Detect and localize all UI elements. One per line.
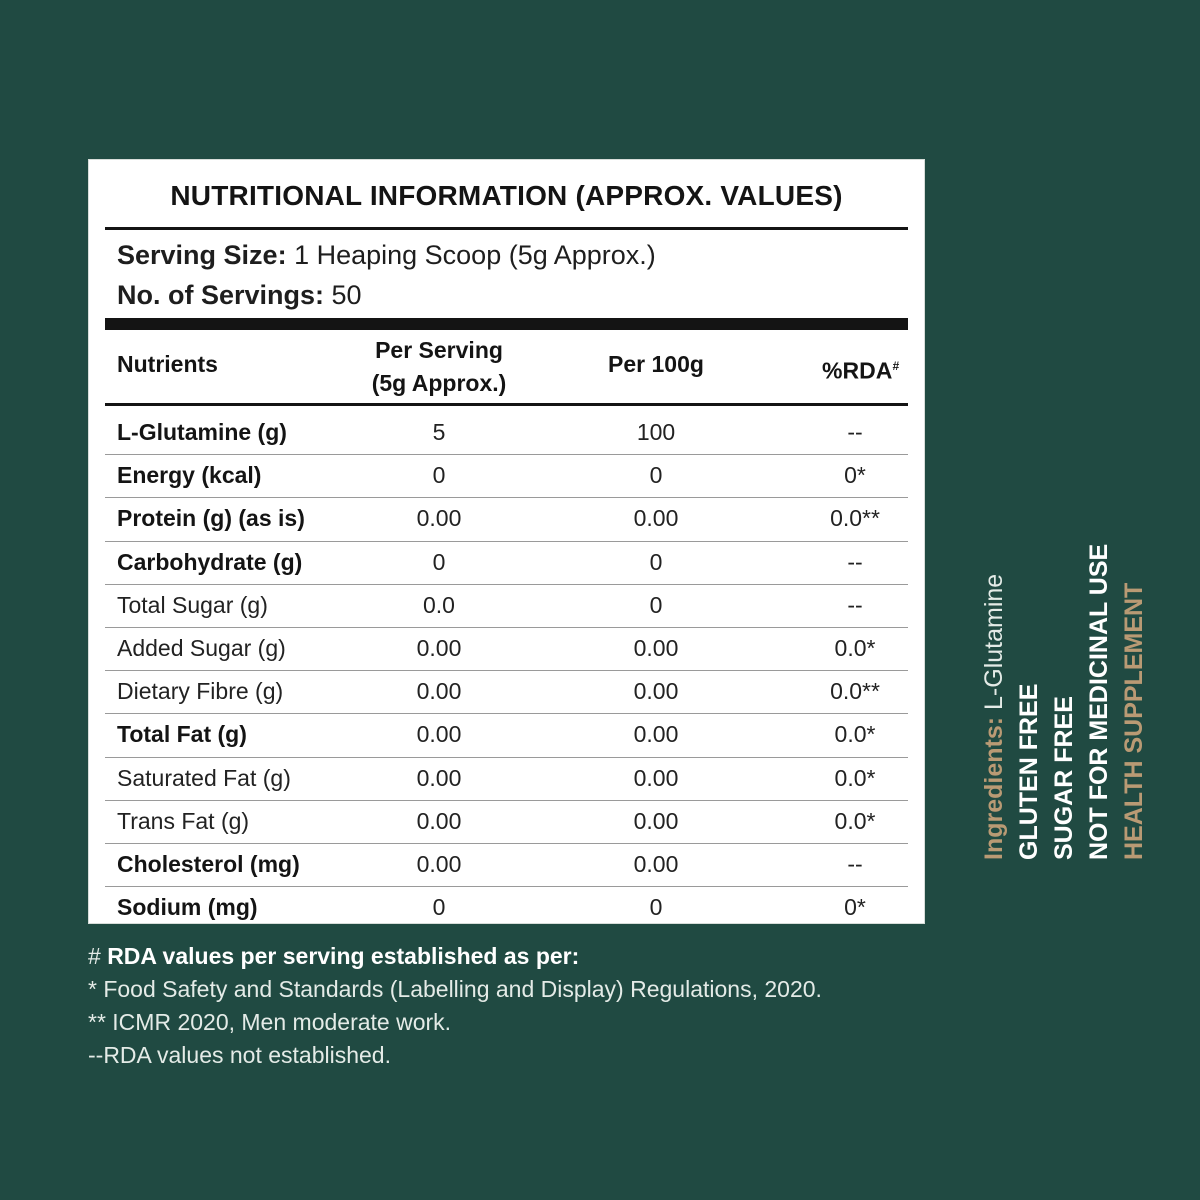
- header-rda-label: %RDA: [822, 357, 893, 384]
- divider-top: [105, 227, 908, 230]
- nutrient-name: Added Sugar (g): [117, 634, 286, 661]
- table-row: [105, 801, 908, 844]
- per-100g-value: 0.00: [633, 505, 679, 532]
- table-row: [105, 887, 908, 929]
- per-serving-value: 0.00: [416, 764, 462, 791]
- per-100g-value: 0.00: [633, 634, 679, 661]
- claim-gluten-free: GLUTEN FREE: [1015, 683, 1043, 860]
- divider-header: [105, 403, 908, 406]
- rda-value: 0.0*: [834, 634, 876, 661]
- table-row: [105, 412, 908, 455]
- side-claims: [977, 340, 1152, 860]
- table-row: [105, 671, 908, 714]
- nutrient-name: L-Glutamine (g): [117, 419, 287, 445]
- footnote-heading-text: RDA values per serving established as per:: [107, 943, 580, 969]
- per-100g-value: 100: [636, 419, 676, 445]
- rda-value: --: [847, 591, 863, 618]
- per-serving-value: 5: [432, 419, 446, 445]
- nutrient-name: Sodium (mg): [117, 894, 258, 921]
- per-100g-value: 0.00: [633, 807, 679, 834]
- divider-thick: [105, 318, 908, 330]
- header-per-serving-line2: (5g Approx.): [371, 370, 507, 396]
- per-100g-value: 0.00: [633, 764, 679, 791]
- per-serving-value: 0.00: [416, 505, 462, 532]
- header-per-serving: [339, 334, 539, 400]
- rda-value: --: [847, 548, 863, 575]
- header-per-100g: Per 100g: [608, 351, 704, 377]
- panel-title: NUTRITIONAL INFORMATION (APPROX. VALUES): [170, 180, 843, 211]
- rda-value: 0.0**: [830, 505, 880, 532]
- per-serving-value: 0.00: [416, 634, 462, 661]
- table-row: [105, 498, 908, 541]
- per-100g-value: 0: [649, 462, 663, 489]
- rda-value: 0*: [844, 462, 866, 489]
- per-serving-value: 0: [432, 462, 446, 489]
- rda-value: 0.0*: [834, 764, 876, 791]
- footnotes: [88, 940, 822, 1072]
- per-100g-value: 0.00: [633, 721, 679, 748]
- claim-sugar-free: SUGAR FREE: [1050, 696, 1078, 860]
- per-serving-value: 0.00: [416, 721, 462, 748]
- nutrient-name: Total Fat (g): [117, 721, 247, 748]
- serving-size-label: Serving Size:: [117, 240, 287, 270]
- nutrient-name: Energy (kcal): [117, 462, 262, 489]
- servings-count-label: No. of Servings:: [117, 280, 325, 310]
- nutrient-name: Cholesterol (mg): [117, 850, 300, 877]
- serving-size-value: 1 Heaping Scoop (5g Approx.): [286, 240, 656, 270]
- servings-count-value: 50: [324, 280, 362, 310]
- per-serving-value: 0.00: [416, 678, 462, 705]
- table-row: [105, 585, 908, 628]
- rda-value: 0.0*: [834, 721, 876, 748]
- per-100g-value: 0: [649, 548, 663, 575]
- per-serving-value: 0.0: [423, 591, 455, 618]
- per-100g-value: 0: [649, 894, 663, 921]
- per-100g-value: 0: [649, 591, 663, 618]
- nutrition-facts-panel: [88, 159, 925, 924]
- ingredients-line: [977, 340, 1012, 860]
- nutrient-name: Total Sugar (g): [117, 591, 268, 618]
- nutrient-name: Saturated Fat (g): [117, 764, 291, 791]
- per-serving-value: 0: [432, 894, 446, 921]
- per-serving-value: 0.00: [416, 807, 462, 834]
- footnote-hash: #: [88, 943, 108, 969]
- per-100g-value: 0.00: [633, 678, 679, 705]
- per-100g-value: 0.00: [633, 850, 679, 877]
- table-row: [105, 455, 908, 498]
- rda-value: 0*: [844, 894, 866, 921]
- footnote-line-3: --RDA values not established.: [88, 1042, 391, 1068]
- ingredients-value: L-Glutamine: [980, 573, 1008, 717]
- footnote-line-1: * Food Safety and Standards (Labelling and Display) Regulations, 2020.: [88, 976, 822, 1002]
- rda-value: 0.0**: [830, 678, 880, 705]
- header-nutrients: Nutrients: [117, 351, 218, 377]
- table-row: [105, 758, 908, 801]
- serving-size: [117, 240, 656, 271]
- header-rda: [779, 350, 899, 388]
- nutrient-name: Protein (g) (as is): [117, 505, 305, 532]
- table-row: [105, 628, 908, 671]
- nutrient-name: Carbohydrate (g): [117, 548, 303, 575]
- nutrient-name: Dietary Fibre (g): [117, 678, 284, 705]
- nutrient-table: [105, 412, 908, 929]
- claim-not-medicinal: NOT FOR MEDICINAL USE: [1085, 543, 1113, 860]
- header-rda-mark: #: [892, 359, 899, 373]
- ingredients-label: Ingredients:: [980, 716, 1008, 860]
- per-serving-value: 0: [432, 548, 446, 575]
- nutrient-name: Trans Fat (g): [117, 807, 250, 834]
- servings-count: [117, 280, 362, 311]
- per-serving-value: 0.00: [416, 850, 462, 877]
- header-per-serving-line1: Per Serving: [375, 337, 503, 363]
- rda-value: 0.0*: [834, 807, 876, 834]
- claim-health-supplement: HEALTH SUPPLEMENT: [1120, 582, 1148, 860]
- table-row: [105, 844, 908, 887]
- rda-value: --: [847, 419, 863, 445]
- rda-value: --: [847, 850, 863, 877]
- footnote-heading: [88, 940, 822, 973]
- table-row: [105, 714, 908, 757]
- footnote-line-2: ** ICMR 2020, Men moderate work.: [88, 1009, 452, 1035]
- table-row: [105, 542, 908, 585]
